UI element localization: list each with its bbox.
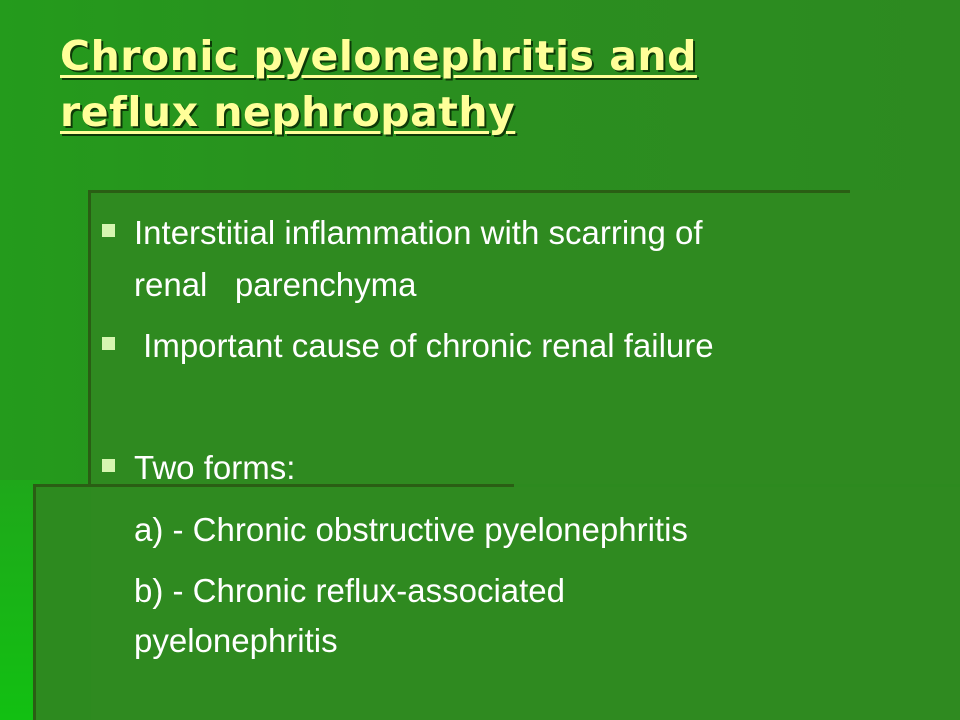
bullet-text: Important cause of chronic renal failure (134, 327, 714, 364)
slide-title-line-1: Chronic pyelonephritis and (60, 32, 697, 80)
sub-item-text: a) - Chronic obstructive pyelonephritis (134, 511, 688, 548)
bullet-text: Two forms: (134, 449, 296, 486)
sub-item-text: b) - Chronic reflux-associated (134, 572, 565, 609)
bullet-square-icon (102, 459, 115, 472)
bullet-text: Interstitial inflammation with scarring of (134, 214, 703, 251)
bullet-square-icon (102, 337, 115, 350)
bullet-square-icon (102, 224, 115, 237)
sub-item-text-continuation: pyelonephritis (134, 622, 338, 659)
bullet-text-continuation: renal parenchyma (134, 266, 417, 303)
slide-title-line-2: reflux nephropathy (60, 88, 516, 136)
